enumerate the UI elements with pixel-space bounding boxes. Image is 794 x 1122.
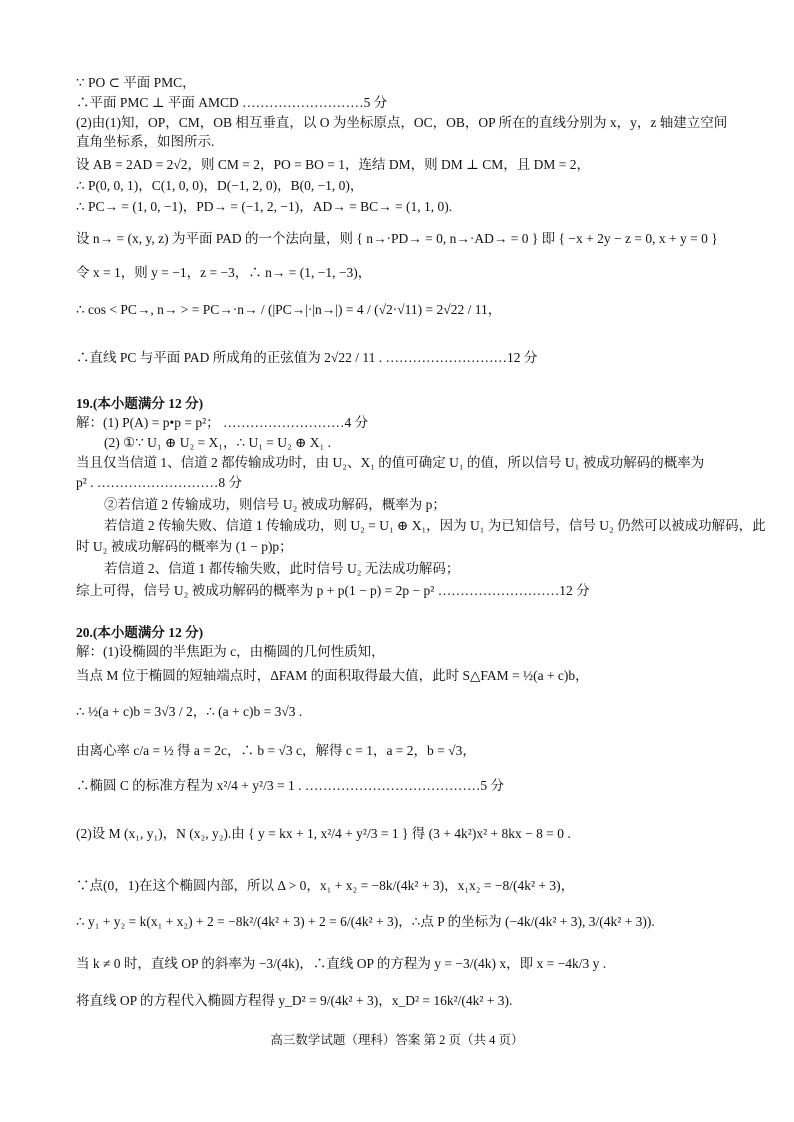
text-line: ∴ P(0, 0, 1)，C(1, 0, 0)，D(−1, 2, 0)，B(0, −1, 0)，: [76, 178, 364, 193]
text-line: ②若信道 2 传输成功，则信号 U₂ 被成功解码，概率为 p；: [104, 497, 446, 512]
text-line: ∴椭圆 C 的标准方程为 x²/4 + y²/3 = 1 . …………………………………5 分: [76, 778, 504, 793]
text-line: 解：(1) P(A) = p•p = p²； ………………………4 分: [76, 415, 369, 430]
text-line: ∴ PC→ = (1, 0, −1)，PD→ = (−1, 2, −1)，AD→ = BC→ = (1, 1, 0).: [76, 199, 453, 214]
text-line: (2) ①∵ U₁ ⊕ U₂ = X₁，∴ U₁ = U₂ ⊕ X₁ .: [104, 435, 331, 450]
page-footer: 高三数学试题（理科）答案 第 2 页（共 4 页）: [270, 1033, 524, 1047]
text-line: 综上可得，信号 U₂ 被成功解码的概率为 p + p(1 − p) = 2p − p² ………………………12 分: [76, 583, 590, 598]
text-line: ∴ y₁ + y₂ = k(x₁ + x₂) + 2 = −8k²/(4k² + 3) + 2 = 6/(4k² + 3)，∴点 P 的坐标为 (−4k/(4k² + 3), 3/(4k² + 3)).: [76, 914, 655, 929]
text-line: 设 n→ = (x, y, z) 为平面 PAD 的一个法向量，则 { n→·PD→ = 0, n→·AD→ = 0 } 即 { −x + 2y − z = 0, x + y = 0 }: [76, 231, 718, 246]
text-line: p² . ………………………8 分: [76, 475, 243, 490]
text-line: ∴直线 PC 与平面 PAD 所成角的正弦值为 2√22 / 11 . ………………………12 分: [76, 350, 538, 365]
text-line: 将直线 OP 的方程代入椭圆方程得 y_D² = 9/(4k² + 3)，x_D² = 16k²/(4k² + 3).: [76, 993, 513, 1008]
text-line: 若信道 2、信道 1 都传输失败，此时信号 U₂ 无法成功解码；: [104, 561, 460, 576]
text-line: 令 x = 1，则 y = −1，z = −3，∴ n→ = (1, −1, −3)，: [76, 265, 372, 280]
text-line: 由离心率 c/a = ½ 得 a = 2c，∴ b = √3 c，解得 c = 1，a = 2，b = √3，: [76, 743, 476, 758]
text-line: 若信道 2 传输失败、信道 1 传输成功，则 U₂ = U₁ ⊕ X₁，因为 U₁ 为已知信号，信号 U₂ 仍然可以被成功解码，此: [104, 518, 766, 533]
text-line: 解：(1)设椭圆的半焦距为 c，由椭圆的几何性质知，: [76, 644, 385, 659]
text-line: ∴ cos < PC→, n→ > = PC→·n→ / (|PC→|·|n→|) = 4 / (√2·√11) = 2√22 / 11，: [76, 302, 502, 317]
text-line: 时 U₂ 被成功解码的概率为 (1 − p)p；: [76, 539, 293, 554]
text-line: ∴平面 PMC ⊥ 平面 AMCD ………………………5 分: [76, 95, 388, 110]
text-line: ∵点(0，1)在这个椭圆内部，所以 Δ > 0，x₁ + x₂ = −8k/(4k² + 3)，x₁x₂ = −8/(4k² + 3)，: [76, 878, 575, 893]
text-line: 当点 M 位于椭圆的短轴端点时，ΔFAM 的面积取得最大值，此时 S△FAM = ½(a + c)b，: [76, 668, 589, 683]
text-line: 当 k ≠ 0 时，直线 OP 的斜率为 −3/(4k)，∴直线 OP 的方程为 y = −3/(4k) x，即 x = −4k/3 y .: [76, 956, 607, 971]
text-line: ∵ PO ⊂ 平面 PMC，: [76, 75, 196, 90]
text-line: 直角坐标系，如图所示.: [76, 134, 215, 149]
text-line: ∴ ½(a + c)b = 3√3 / 2，∴ (a + c)b = 3√3 .: [76, 704, 303, 719]
text-line: (2)由(1)知，OP，CM，OB 相互垂直，以 O 为坐标原点，OC，OB，OP 所在的直线分别为 x，y，z 轴建立空间: [76, 115, 728, 130]
text-line: 设 AB = 2AD = 2√2，则 CM = 2，PO = BO = 1，连结 DM，则 DM ⊥ CM，且 DM = 2，: [76, 157, 590, 172]
question-20-heading: 20.(本小题满分 12 分): [76, 625, 204, 640]
text-line: (2)设 M (x₁, y₁)，N (x₂, y₂).由 { y = kx + 1, x²/4 + y²/3 = 1 } 得 (3 + 4k²)x² + 8kx − 8 = 0 .: [76, 826, 571, 841]
question-19-heading: 19.(本小题满分 12 分): [76, 396, 204, 411]
text-line: 当且仅当信道 1、信道 2 都传输成功时，由 U₂、X₁ 的值可确定 U₁ 的值，所以信号 U₁ 被成功解码的概率为: [76, 455, 705, 470]
